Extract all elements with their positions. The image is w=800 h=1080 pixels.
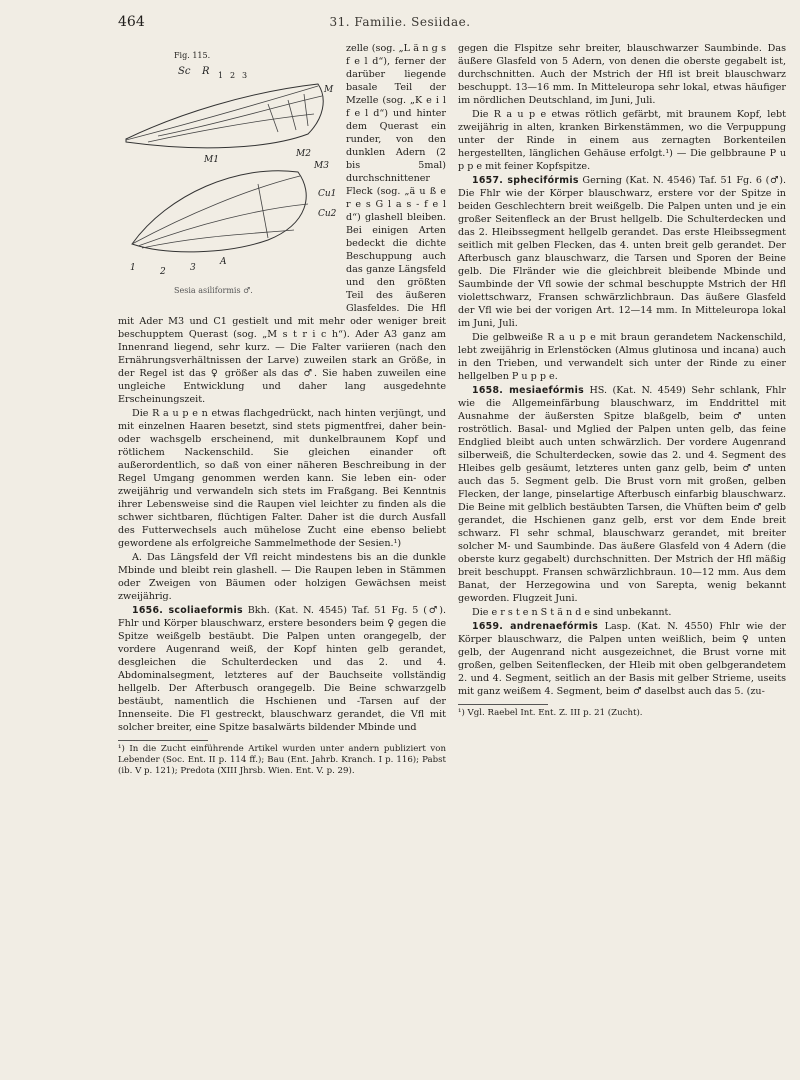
vein-label: Cu1 (318, 189, 337, 199)
vein-label: A (220, 257, 227, 267)
footnote: ¹) Vgl. Raebel Int. Ent. Z. III p. 21 (Zucht). (458, 708, 643, 718)
species-entry-1657 (458, 174, 786, 330)
paragraph-section-a: A. Das Längsfeld der Vfl reicht mindestens bis an die dunkle Mbinde und bleibt rein glashell. — Die Raupen leben in Stämmen oder Zweigen von Bäumen oder holzigen Gewächsen meist zweijährig. (118, 552, 446, 602)
vein-label: M1 (204, 155, 219, 165)
species-text: Bkh. (Kat. N. 4545) Taf. 51 Fg. 5 (♂). Fhlr und Körper blauschwarz, erstere besonders beim ♀ gegen die Spitze weißgelb bestäubt. Die Palpen unten orangegelb, der vordere Augenrand weiß, der Kopf hinten gelb gerandet, desgleichen die Schulterdecken und das 2. und 4. Abdominalsegment, letzteres auf der Bauchseite vollständig hellgelb. Der Afterbusch orangegelb. Die Beine schwarzgelb bestäubt, namentlich die Hschienen und -Tarsen auf der Innenseite. Die Fl gestreckt, blauschwarz gerandet, die Vfl mit solcher breiter, eine Spitze basalwärts bildender Mbinde und (118, 605, 446, 733)
species-heading: 1659. andrenaefórmis (472, 621, 599, 632)
species-text: Lasp. (Kat. N. 4550) Fhlr wie der Körper blauschwarz, die Palpen unten weißlich, beim ♀ unten gelb, der Augenrand nicht ausgezeichnet, die Brust vorne mit großen, gelben Seitenflecken, der Hleib mit oben gelbgerandetem 2. und 4. Segment, seitlich an der Basis mit gelber Strieme, useits mit ganz weißem 4. Segment, beim ♂ daselbst auch das 5. (zu- (458, 621, 786, 697)
paragraph-raupe: Die R a u p e etwas rötlich gefärbt, mit braunem Kopf, lebt zweijährig in alten, kranken Birkenstämmen, wo die Verpuppung unter der Rinde in einem aus zernagten Borkenteilen hergestellten, länglichen Gehäuse erfolgt.¹) — Die gelbbraune P u p p e mit feiner Kopfspitze. (458, 109, 786, 172)
vein-label: M3 (314, 161, 329, 171)
footnote: ¹) In die Zucht einführende Artikel wurden unter andern publiziert von Lebender (Soc. Ent. II p. 114 ff.); Bau (Ent. Jahrb. Kranch. I p. 116); Pabst (ib. V p. 121); Predota (XIII Jhrsb. Wien. Ent. V. p. 29). (118, 744, 446, 776)
hindwing-outline (132, 171, 306, 252)
vein-line (138, 204, 308, 246)
species-entry-1659 (458, 620, 786, 698)
footnote-rule (118, 740, 208, 741)
vein-label: 1 (218, 71, 224, 80)
figure-caption: Sesia asiliformis ♂. (174, 286, 253, 295)
species-text: HS. (Kat. N. 4549) Sehr schlank, Fhlr wie die Allgemeinfärbung blauschwarz, im Enddrittel mit Ausnahme der äußersten Spitze blaßgelb, beim ♂ unten roströtlich. Basal- und Mglied der Palpen unten gelb, das feine Endglied bleibt auch unten schwärzlich. Der vordere Augenrand silberweiß, die Schulterdecken, sowie das 2. und 4. Segment des Hleibes gelb gesäumt, letzteres unten ganz gelb, beim ♂ unten auch das 5. Segment gelb. Die Brust vorn mit großen, gelben Flecken, der lange, pinselartige Afterbusch einfarbig blauschwarz. Die Beine mit gelblich bestäubten Tarsen, die Vhüften beim ♂ gelb gerandet, die Hschienen ganz gelb, erst vor dem Ende breit schwarz. Fl sehr schmal, blauschwarz gerandet, mit breiter solcher M- und Saumbinde. Das äußere Glasfeld von 4 Adern (die oberste kurz gegabelt) durchschnitten. Der Mstrich der Hfl mäßig breit beschuppt. Fransen schwärzlichbraun. 10—12 mm. Aus dem Banat, der Herzegowina und von Sarepta, wenig bekannt geworden. Flugzeit Juni. (458, 385, 786, 604)
paragraph-erste-staende: Die e r s t e n S t ä n d e sind unbekannt. (472, 607, 672, 618)
vein-line (288, 100, 296, 130)
wing-venation-figure (118, 44, 340, 302)
vein-label: M (324, 85, 334, 95)
species-text: Gerning (Kat. N. 4546) Taf. 51 Fg. 6 (♂). Die Fhlr wie der Körper blauschwarz, erstere vor der Spitze in beiden Geschlechtern breit weißgelb. Die Palpen unten und je ein großer Seitenfleck an der Brust hellgelb. Die Schulterdecken und das 2. Hleibssegment hellgelb gerandet. Das erste Hleibssegment seitlich mit gelben Flecken, das 4. unten breit gelb gerandet. Der Afterbusch ganz blauschwarz, die Tarsen und Sporen der Beine gelb. Die Flränder wie die gleichbreit bleibende Mbinde und Saumbinde der Vfl sowie der schmal beschuppte Mstrich der Hfl violettschwarz, Fransen schwärzlichbraun. Das äußere Glasfeld der Vfl wie bei der vorigen Art. 12—14 mm. In Mitteleuropa lokal im Juni, Juli. (458, 175, 787, 329)
species-heading: 1657. sphecifórmis (472, 175, 579, 186)
left-column (118, 42, 446, 778)
page-header (0, 14, 800, 38)
paragraph-continuation: gegen die Flspitze sehr breiter, blauschwarzer Saumbinde. Das äußere Glasfeld von 5 Adern, von denen die oberste gegabelt ist, durchschnitten. Auch der Mstrich der Hfl ist breit blauschwarz beschuppt. 13—16 mm. In Mitteleuropa sehr lokal, etwas häufiger im nördlichen Deutschland, im Juni, Juli. (458, 43, 786, 106)
vein-label: R (202, 66, 210, 77)
vein-line (304, 94, 308, 126)
species-entry-1658 (458, 384, 786, 605)
species-heading: 1656. scoliaeformis (132, 605, 243, 616)
vein-label: 3 (190, 263, 196, 273)
vein-label: Cu2 (318, 209, 337, 219)
species-heading: 1658. mesiaefórmis (472, 385, 585, 396)
vein-line (132, 176, 300, 244)
right-column (458, 42, 786, 720)
paragraph-raupen: Die R a u p e n etwas flachgedrückt, nach hinten verjüngt, und mit einzelnen Haaren besetzt, sind stets pigmentfrei, daher bein- oder wachsgelb erscheinend, mit dunkelbraunem Kopf und rötlichem Nackenschild. Sie gleichen einander oft außerordentlich, so daß von einer näheren Beschreibung in der Regel Umgang genommen werden kann. Sie leben ein- oder zweijährig und verwandeln sich stets im Fraßgang. Bei Kenntnis ihrer Lebensweise sind die Raupen viel leichter zu finden als die schwer sichtbaren, flüchtigen Falter. Daher ist die durch Ausfall des Futterwechsels auch mühelose Zucht eine ebenso beliebt gewordene als erfolgreiche Sammelmethode der Sesien.¹) (118, 408, 446, 549)
figure-label: Fig. 115. (174, 51, 211, 60)
running-title: 31. Familie. Sesiidae. (329, 15, 471, 29)
species-entry-1656 (118, 604, 446, 734)
left-intro-block (118, 42, 446, 406)
paragraph-raupe-1657: Die gelbweiße R a u p e mit braun gerandetem Nackenschild, lebt zweijährig in Erlenstöcken (Almus glutinosa und incana) auch in den Trieben, und verwandelt sich unter der Rinde zu einer hellgelben P u p p e. (458, 332, 786, 382)
wing-diagram (118, 44, 340, 284)
vein-label: 2 (230, 71, 236, 80)
footnote-rule (458, 704, 548, 705)
vein-line (148, 114, 314, 142)
page-number: 464 (118, 14, 145, 30)
vein-label: Sc (178, 66, 191, 77)
vein-line (126, 86, 318, 140)
vein-label: M2 (296, 149, 311, 159)
vein-label: 2 (160, 267, 166, 277)
paragraph-intro-start: zelle (sog. „L ä n g s f e l d“), ferner der darüber liegende basale Teil der Mzelle (sog. „K e i l f e l d“) und hinter dem Querast ein runder, von den dunklen Adern (2 bis 5mal) durchschnittener Fleck (sog. „ä u ß e r e s G l a s - f e l d“) glashell bleiben. Bei einigen Arten bedeckt die dichte Beschuppung auch das ganze Längsfeld und den größten Teil des äußeren Glasfeldes. Die Hfl mit Ader M3 und C1 gestielt und mit mehr oder weniger breit beschupptem Querast (sog. „M s t r i c h“). Ader A3 ganz am Innenrand liegend, sehr kurz. — Die Falter variieren (nach den Ernährungsverhältnissen der Larve) zuweilen stark an Größe, in der Regel ist das ♀ größer als das ♂. Sie haben zuweilen eine ungleiche Entwicklung und daher lang ausgedehnte Erscheinungszeit. (118, 43, 446, 405)
vein-label: 1 (130, 263, 136, 273)
vein-label: 3 (242, 71, 248, 80)
